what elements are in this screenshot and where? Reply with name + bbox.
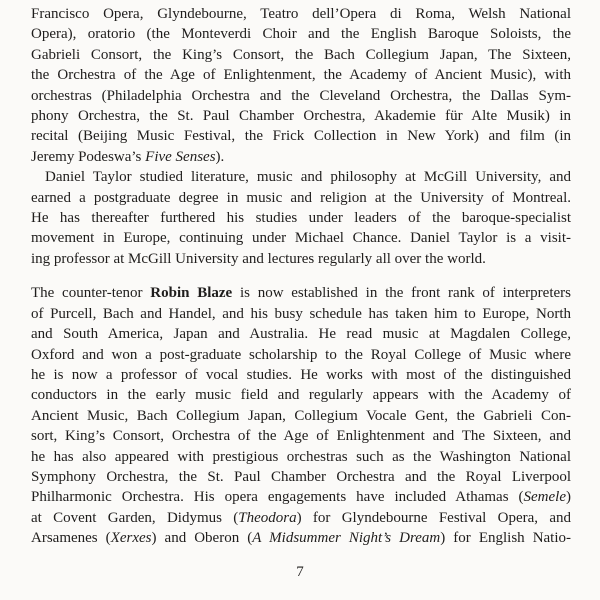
text-line: Opera), oratorio (the Monteverdi Choir and the English Baroque Soloists, the <box>31 26 571 43</box>
text-line <box>31 528 571 548</box>
text-line <box>31 487 571 507</box>
text-run: Philharmonic Orchestra. His opera engagements have included Athamas ( <box>31 489 524 506</box>
opera-title: A Midsummer Night’s Dream <box>252 530 441 547</box>
text-line: Francisco Opera, Glyndebourne, Teatro dell’Opera di Roma, Welsh National <box>31 6 571 22</box>
text-line: conductors in the early music field and regularly appears with the Academy of <box>31 387 571 404</box>
text-run: ) <box>566 489 571 506</box>
film-title: Five Senses <box>145 148 216 165</box>
text-line: Daniel Taylor studied literature, music and philosophy at McGill University, and <box>45 169 571 186</box>
text-line: he is now a professor of vocal studies. He works with most of the distinguished <box>31 366 571 383</box>
text-run: ) for Glyndebourne Festival Opera, and <box>296 509 571 526</box>
page-number: 7 <box>296 564 304 580</box>
text-line: sort, King’s Consort, Orchestra of the Age of Enlightenment and The Sixteen, and <box>31 428 571 445</box>
text-line: phony Orchestra, the St. Paul Chamber Orchestra, Akademie für Alte Musik) in <box>31 108 571 125</box>
text-run: is now established in the front rank of interpreters <box>232 285 571 302</box>
text-line: and South America, Japan and Australia. He read music at Magdalen College, <box>31 326 571 343</box>
opera-title: Xerxes <box>110 530 152 547</box>
text-line: he has also appeared with prestigious orchestras such as the Washington National <box>31 448 571 465</box>
paragraph-daniel-taylor <box>31 167 571 269</box>
text-line: Symphony Orchestra, the St. Paul Chamber Orchestra and the Royal Liverpool <box>31 468 571 485</box>
paragraph-robin-blaze <box>31 283 571 548</box>
document-page <box>31 4 571 596</box>
opera-title: Semele <box>523 489 566 506</box>
text-line: of Purcell, Bach and Handel, and his busy schedule has taken him to Europe, North <box>31 305 571 322</box>
artist-name: Robin Blaze <box>150 285 233 302</box>
text-run: ). <box>215 148 225 165</box>
text-line: ing professor at McGill University and lectures regularly all over the world. <box>31 250 486 267</box>
text-line: earned a postgraduate degree in music and religion at the University of Montreal. <box>31 189 571 206</box>
text-run: Arsamenes ( <box>31 530 111 547</box>
text-line <box>31 283 571 303</box>
text-line: the Orchestra of the Age of Enlightenment, the Academy of Ancient Music), with <box>31 67 571 84</box>
text-run: ) and Oberon ( <box>151 530 253 547</box>
text-line: recital (Beijing Music Festival, the Frick Collection in New York) and film (in <box>31 128 571 145</box>
text-run: Jeremy Podeswa’s <box>31 148 146 165</box>
text-run: The counter-tenor <box>31 285 151 302</box>
text-line: He has thereafter furthered his studies under leaders of the baroque-specialist <box>31 210 571 227</box>
text-run: at Covent Garden, Didymus ( <box>31 509 239 526</box>
text-line: Gabrieli Consort, the King’s Consort, the Bach Collegium Japan, The Sixteen, <box>31 46 571 63</box>
paragraph-artist-engagements <box>31 4 571 167</box>
opera-title: Theodora <box>238 509 297 526</box>
text-line <box>31 508 571 528</box>
text-line: orchestras (Philadelphia Orchestra and the Cleveland Orchestra, the Dallas Sym- <box>31 87 571 104</box>
text-line: Ancient Music, Bach Collegium Japan, Collegium Vocale Gent, the Gabrieli Con- <box>31 407 571 424</box>
text-line: Oxford and won a post-graduate scholarship to the Royal College of Music where <box>31 346 571 363</box>
text-line: movement in Europe, continuing under Michael Chance. Daniel Taylor is a visit- <box>31 230 571 247</box>
text-line <box>31 147 571 167</box>
text-run: ) for English Natio- <box>440 530 572 547</box>
